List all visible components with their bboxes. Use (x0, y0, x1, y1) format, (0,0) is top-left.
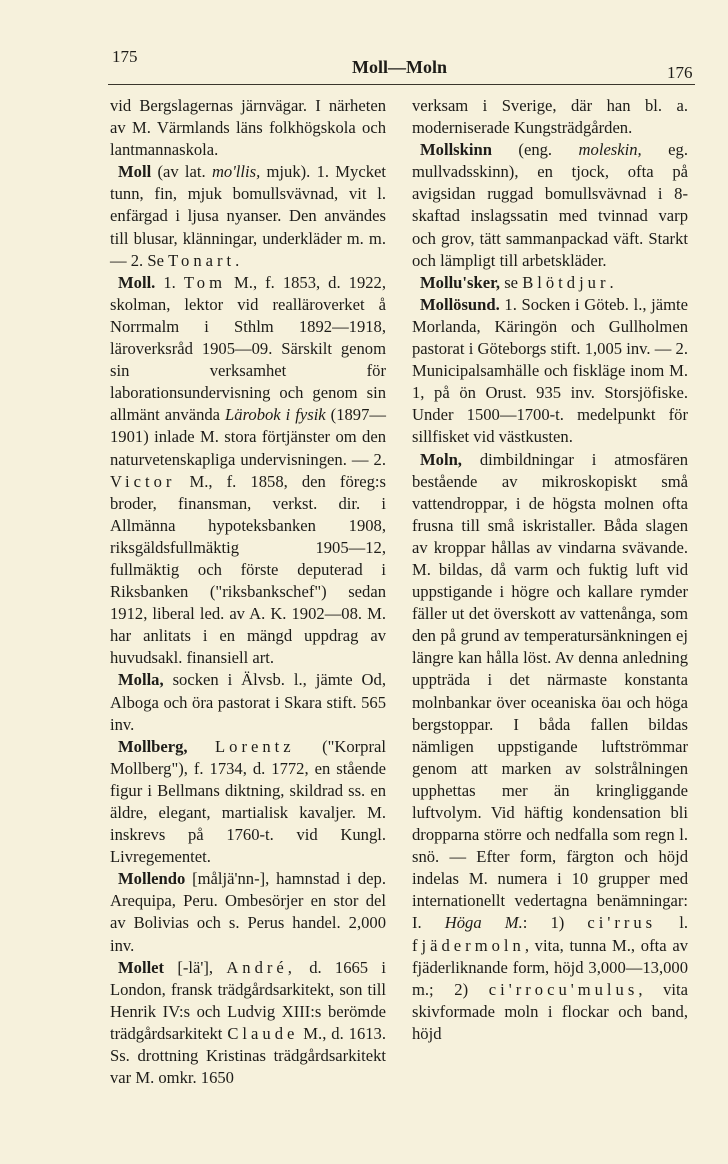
entry-continuation: verksam i Sverige, där han bl. a. moderniserade Kungsträdgården. (412, 96, 688, 138)
headword: Moll (118, 162, 152, 182)
entry-mollberg: Mollberg, Lorentz ("Korpral Mollberg"), f. 1734, d. 1772, en stående figur i Bellmans diktning, skildrad ss. en äldre, elegant, martialisk kavaljer. M. inskrevs på 1760-t. vid Kungl. Livregementet. (110, 736, 386, 867)
entry-mollusker: Mollu'sker, se Blötdjur. (420, 272, 614, 292)
headword: Moll. (118, 272, 156, 292)
entry-mollskinn: Mollskinn (eng. moleskin, eg. mullvadsskinn), en tjock, ofta på avigsidan ruggad bomullsvävnad i 8-skaftad inslagssatin med tvinnad varp och grov, tätt sammanpackad väft. Starkt och lämpligt till arbetskläder. (412, 140, 688, 270)
entry-continuation: vid Bergslagernas järnvägar. I närheten av M. Värmlands läns folkhögskola och lantmannaskola. (110, 96, 386, 160)
headword: Mollet (118, 957, 165, 977)
headword: Mollu'sker, (420, 272, 501, 292)
page-number-left: 175 (112, 47, 138, 66)
headword: Mollendo (118, 869, 186, 889)
entry-molla: Molla, socken i Älvsb. l., jämte Od, Alboga och öra pastorat i Skara stift. 565 inv. (110, 670, 386, 734)
headword: Molla, (118, 670, 164, 690)
headword: Moln, (420, 449, 462, 469)
headword: Mollösund. (420, 294, 500, 314)
entry-moll-fabric: Moll (av lat. mo'llis, mjuk). 1. Mycket tunn, fin, mjuk bomullsvävnad, vit l. enfärgad i ljusa nyanser. Den användes till blusar, klänningar, underkläder m. m. — 2. Se Tonart. (110, 162, 386, 270)
entry-mollosund: Mollösund. 1. Socken i Göteb. l., jämte Morlanda, Käringön och Gullholmen pastorat i Göteborgs stift. 1,005 inv. — 2. Municipalsamhälle och fiskläge inom M. 1, på ön Orust. 935 inv. Storsjöfiske. Under 1500—1700-t. medelpunkt för sillfisket vid västkusten. (412, 294, 688, 447)
entry-moll-persons: Moll. 1. Tom M., f. 1853, d. 1922, skolman, lektor vid realläroverket å Norrmalm i Sthlm 1892—1918, läroverksråd 1905—09. Särskilt genom sin verksamhet för laborationsundervisning och genom sin allmänt använda Lärobok i fysik (1897—1901) inlade M. stora förtjänster om den naturvetenskapliga undervisningen. — 2. Victor M., f. 1858, den föreg:s broder, finansman, verkst. dir. i Allmänna hypoteksbanken 1908, riksgäldsfullmäktig 1905—12, fullmäktig och förste deputerad i Riksbanken ("riksbankschef") sedan 1912, liberal led. av A. K. 1902—08. M. har anlitats i en mängd uppdrag av huvudsakl. finansiell art. (110, 272, 386, 668)
page-number-right: 176 (667, 63, 693, 82)
page-header (0, 0, 728, 90)
right-column (412, 95, 688, 1045)
headword: Mollskinn (420, 140, 492, 160)
entry-mollendo: Mollendo [måljä'nn-], hamnstad i dep. Arequipa, Peru. Ombesörjer en stor del av Bolivias och s. Perus handel. 2,000 inv. (110, 869, 386, 955)
entry-mollet: Mollet [-lä'], André, d. 1665 i London, fransk trädgårdsarkitekt, son till Henrik IV:s och Ludvig XIII:s berömde trädgårdsarkitekt Claude M., d. 1613. Ss. drottning Kristinas trädgårdsarkitekt var M. omkr. 1650 (110, 957, 386, 1088)
left-column (110, 95, 386, 1089)
entry-moln: Moln, dimbildningar i atmosfären bestående av mikroskopiskt små vattendroppar, i de högsta molnen ofta frusna till små iskristaller. Båda slagen av kroppar hållas av vindarna svävande. M. bildas, då varm och fuktig luft vid uppstigande i högre och kallare rymder fäller ut det överskott av vattenånga, som den på grund av temperatursänkningen ej längre kan hålla löst. Av denna anledning uppträda i det närmaste konstanta molnbankar över oceaniska öaı och höga bergstoppar. I båda fallen bildas nämligen uppstigande luftströmmar genom att marken av solstrålningen upphettas mer än kringliggande luftvolym. Vid häftig kondensation bli dropparna större och nedfalla som regn l. snö. — Efter form, färgton och höjd indelas M. numera i 10 grupper med internationellt vedertagna benämningar: I. Höga M.: 1) ci'rrus l. fjädermoln, vita, tunna M., ofta av fjäderliknande form, höjd 3,000—13,000 m.; 2) ci'rrocu'mulus, vita skivformade moln i flockar och band, höjd (412, 449, 688, 1043)
running-head: Moll—Moln (352, 57, 447, 77)
header-rule (108, 84, 695, 85)
headword: Mollberg, (118, 736, 188, 756)
